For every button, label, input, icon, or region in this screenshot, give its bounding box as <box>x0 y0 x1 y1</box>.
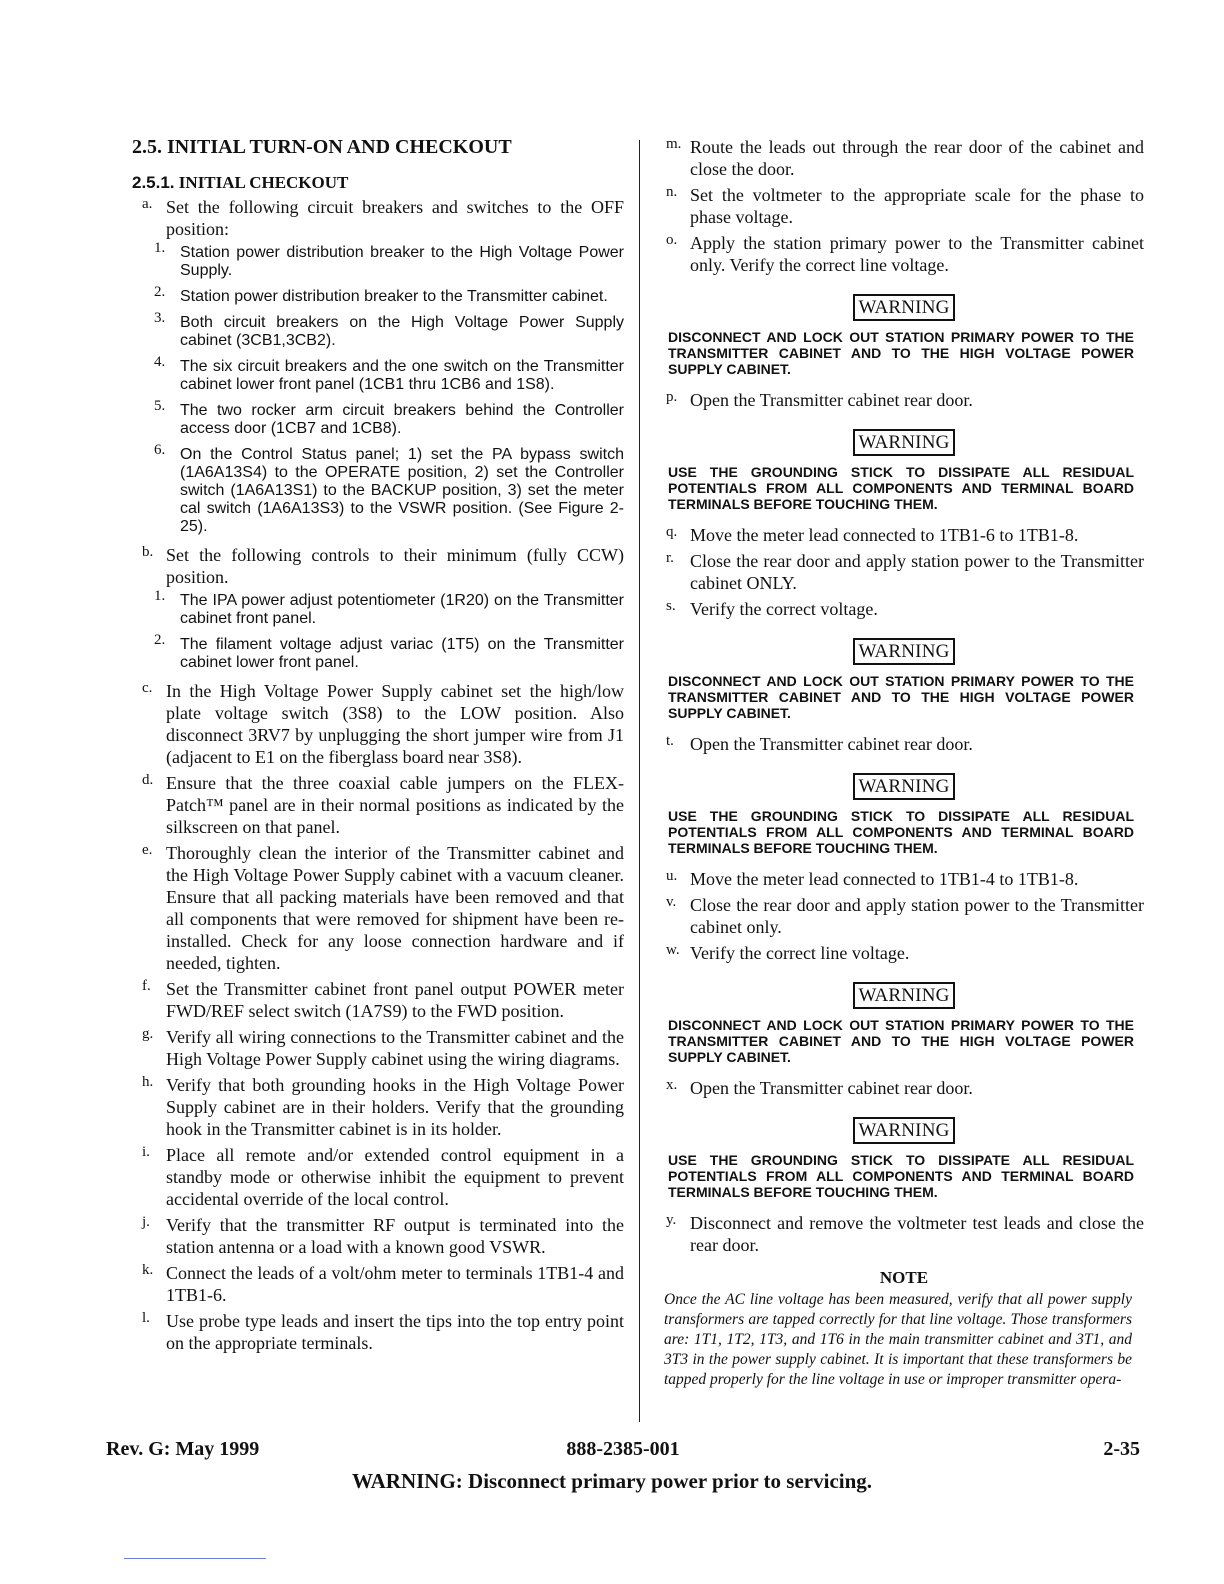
step-x: x. Open the Transmitter cabinet rear door. <box>666 1077 973 1098</box>
step-j: j. Verify that the transmitter RF output is terminated into the station antenna or a load with a known good VSWR. <box>142 1214 624 1257</box>
note-text: Once the AC line voltage has been measured, verify that all power supply transformers are tapped correctly for that line voltage. Those transformers are: 1T1, 1T2, 1T3, and 1T6 in the main transmitter cabinet and 3T1, and 3T3 in the power supply cabinet. It is important that these transformers be tapped properly for the line voltage in use or improper transmitter opera- <box>664 1291 1132 1388</box>
substep: 2. Station power distribution breaker to the Transmitter cabinet. <box>154 284 608 305</box>
warning-text-3: DISCONNECT AND LOCK OUT STATION PRIMARY POWER TO THE TRANSMITTER CABINET AND TO THE HIGH VOLTAGE POWER SUPPLY CABINET. <box>668 673 1134 721</box>
step-a: a. Set the following circuit breakers and switches to the OFF position: <box>142 196 624 239</box>
column-divider <box>639 140 640 1422</box>
step-f: f. Set the Transmitter cabinet front panel output POWER meter FWD/REF select switch (1A7S9) to the FWD position. <box>142 978 624 1021</box>
revision-label: Rev. G: May 1999 <box>106 1438 260 1460</box>
subsection-number: 2.5.1. <box>132 173 175 192</box>
warning-text-1: DISCONNECT AND LOCK OUT STATION PRIMARY POWER TO THE TRANSMITTER CABINET AND TO THE HIGH VOLTAGE POWER SUPPLY CABINET. <box>668 329 1134 377</box>
warning-label-2: WARNING <box>664 429 1144 456</box>
warning-label-5: WARNING <box>664 982 1144 1009</box>
step-b: b. Set the following controls to their minimum (fully CCW) position. <box>142 544 624 587</box>
substep: 5. The two rocker arm circuit breakers behind the Controller access door (1CB7 and 1CB8). <box>154 398 624 437</box>
step-e: e. Thoroughly clean the interior of the Transmitter cabinet and the High Voltage Power Supply cabinet with a vacuum cleaner. Ensure that all packing materials have been removed and that all components that were removed for shipment have been re-installed. Check for any loose connection hardware and if needed, tighten. <box>142 842 624 973</box>
substep: 6. On the Control Status panel; 1) set the PA bypass switch (1A6A13S4) to the OPERATE position, 2) set the Controller switch (1A6A13S1) to the BACKUP position, 3) set the meter cal switch (1A6A13S3) to the VSWR position. (See Figure 2-25). <box>154 442 624 535</box>
step-p: p. Open the Transmitter cabinet rear door. <box>666 389 973 410</box>
page-number: 2-35 <box>1103 1438 1140 1460</box>
step-l: l. Use probe type leads and insert the tips into the top entry point on the appropriate terminals. <box>142 1310 624 1353</box>
footer-warning: WARNING: Disconnect primary power prior to servicing. <box>351 1469 873 1493</box>
step-v: v. Close the rear door and apply station power to the Transmitter cabinet only. <box>666 894 1144 937</box>
step-c: c. In the High Voltage Power Supply cabinet set the high/low plate voltage switch (3S8) to the LOW position. Also disconnect 3RV7 by unplugging the short jumper wire from J1 (adjacent to E1 on the fiberglass board near 3S8). <box>142 680 624 767</box>
substep: 4. The six circuit breakers and the one switch on the Transmitter cabinet lower front panel (1CB1 thru 1CB6 and 1S8). <box>154 354 624 393</box>
document-number: 888-2385-001 <box>566 1438 680 1460</box>
step-n: n. Set the voltmeter to the appropriate scale for the phase to phase voltage. <box>666 184 1144 227</box>
note-title: NOTE <box>879 1268 929 1287</box>
warning-text-5: DISCONNECT AND LOCK OUT STATION PRIMARY POWER TO THE TRANSMITTER CABINET AND TO THE HIGH VOLTAGE POWER SUPPLY CABINET. <box>668 1017 1134 1065</box>
step-g: g. Verify all wiring connections to the Transmitter cabinet and the High Voltage Power Supply cabinet using the wiring diagrams. <box>142 1026 624 1069</box>
warning-text-6: USE THE GROUNDING STICK TO DISSIPATE ALL RESIDUAL POTENTIALS FROM ALL COMPONENTS AND TERMINAL BOARD TERMINALS BEFORE TOUCHING THEM. <box>668 1152 1134 1200</box>
warning-label-4: WARNING <box>664 773 1144 800</box>
step-s: s. Verify the correct voltage. <box>666 598 878 619</box>
step-r: r. Close the rear door and apply station power to the Transmitter cabinet ONLY. <box>666 550 1144 593</box>
substep: 1. Station power distribution breaker to the High Voltage Power Supply. <box>154 240 624 279</box>
step-h: h. Verify that both grounding hooks in the High Voltage Power Supply cabinet are in their holders. Verify that the grounding hook in the Transmitter cabinet is in its holder. <box>142 1074 624 1139</box>
step-o: o. Apply the station primary power to the Transmitter cabinet only. Verify the correct line voltage. <box>666 232 1144 275</box>
warning-label-1: WARNING <box>664 294 1144 321</box>
substep: 1. The IPA power adjust potentiometer (1R20) on the Transmitter cabinet front panel. <box>154 588 624 627</box>
warning-text-2: USE THE GROUNDING STICK TO DISSIPATE ALL RESIDUAL POTENTIALS FROM ALL COMPONENTS AND TERMINAL BOARD TERMINALS BEFORE TOUCHING THEM. <box>668 464 1134 512</box>
warning-label-6: WARNING <box>664 1117 1144 1144</box>
right-column <box>664 136 1144 1390</box>
warning-label-3: WARNING <box>664 638 1144 665</box>
substep: 3. Both circuit breakers on the High Voltage Power Supply cabinet (3CB1,3CB2). <box>154 310 624 349</box>
subsection-heading: INITIAL CHECKOUT <box>178 173 349 192</box>
step-i: i. Place all remote and/or extended control equipment in a standby mode or otherwise inhibit the equipment to prevent accidental override of the local control. <box>142 1144 624 1209</box>
left-column <box>132 136 624 1358</box>
step-t: t. Open the Transmitter cabinet rear door. <box>666 733 973 754</box>
bottom-rule <box>124 1558 266 1559</box>
substep: 2. The filament voltage adjust variac (1T5) on the Transmitter cabinet lower front panel. <box>154 632 624 671</box>
subsection-title <box>132 173 624 193</box>
section-title: 2.5. INITIAL TURN-ON AND CHECKOUT <box>132 136 512 158</box>
step-q: q. Move the meter lead connected to 1TB1-6 to 1TB1-8. <box>666 524 1079 545</box>
step-m: m. Route the leads out through the rear door of the cabinet and close the door. <box>666 136 1144 179</box>
step-d: d. Ensure that the three coaxial cable jumpers on the FLEX-Patch™ panel are in their normal positions as indicated by the silkscreen on that panel. <box>142 772 624 837</box>
step-w: w. Verify the correct line voltage. <box>666 942 910 963</box>
step-u: u. Move the meter lead connected to 1TB1-4 to 1TB1-8. <box>666 868 1079 889</box>
step-y: y. Disconnect and remove the voltmeter test leads and close the rear door. <box>666 1212 1144 1255</box>
step-k: k. Connect the leads of a volt/ohm meter to terminals 1TB1-4 and 1TB1-6. <box>142 1262 624 1305</box>
warning-text-4: USE THE GROUNDING STICK TO DISSIPATE ALL RESIDUAL POTENTIALS FROM ALL COMPONENTS AND TERMINAL BOARD TERMINALS BEFORE TOUCHING THEM. <box>668 808 1134 856</box>
